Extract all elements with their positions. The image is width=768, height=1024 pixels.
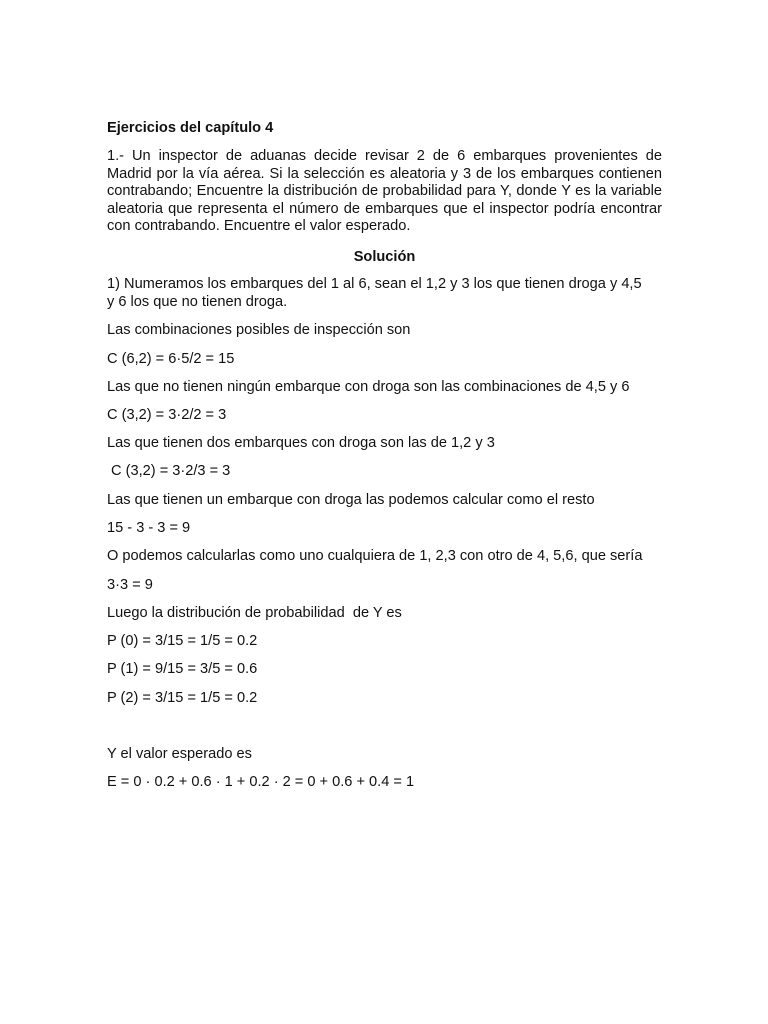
probability-line: P (2) = 3/15 = 1/5 = 0.2 <box>107 690 258 706</box>
solution-step-1: 1) Numeramos los embarques del 1 al 6, sean el 1,2 y 3 los que tienen droga y 4,5 y 6 los que no tienen droga. <box>107 276 642 310</box>
formula-line: C (6,2) = 6·5/2 = 15 <box>107 351 235 367</box>
text-line: Las que tienen dos embarques con droga son las de 1,2 y 3 <box>107 435 495 451</box>
formula-line: C (3,2) = 3·2/3 = 3 <box>107 463 231 479</box>
text-line: Las combinaciones posibles de inspección son <box>107 322 411 338</box>
formula-line: 15 - 3 - 3 = 9 <box>107 520 191 536</box>
solution-heading: Solución <box>353 249 416 265</box>
expected-value-line: E = 0 · 0.2 + 0.6 · 1 + 0.2 · 2 = 0 + 0.6 + 0.4 = 1 <box>107 774 415 790</box>
probability-line: P (1) = 9/15 = 3/5 = 0.6 <box>107 661 258 677</box>
text-line: Luego la distribución de probabilidad de Y es <box>107 605 402 621</box>
text-line: Y el valor esperado es <box>107 746 252 762</box>
document-page <box>107 0 662 1024</box>
probability-line: P (0) = 3/15 = 1/5 = 0.2 <box>107 633 258 649</box>
problem-statement: 1.- Un inspector de aduanas decide revisar 2 de 6 embarques provenientes de Madrid por la vía aérea. Si la selección es aleatoria y 3 de los embarques contienen contrabando; Encuentre la distribución de probabilidad para Y, donde Y es la variable aleatoria que representa el número de embarques que el inspector podría encontrar con contrabando. Encuentre el valor esperado. <box>107 148 662 235</box>
text-line: O podemos calcularlas como uno cualquiera de 1, 2,3 con otro de 4, 5,6, que sería <box>107 548 643 564</box>
formula-line: 3·3 = 9 <box>107 577 153 593</box>
formula-line: C (3,2) = 3·2/2 = 3 <box>107 407 227 423</box>
page-title: Ejercicios del capítulo 4 <box>107 120 274 136</box>
text-line: Las que no tienen ningún embarque con droga son las combinaciones de 4,5 y 6 <box>107 379 630 395</box>
text-line: Las que tienen un embarque con droga las podemos calcular como el resto <box>107 492 595 508</box>
